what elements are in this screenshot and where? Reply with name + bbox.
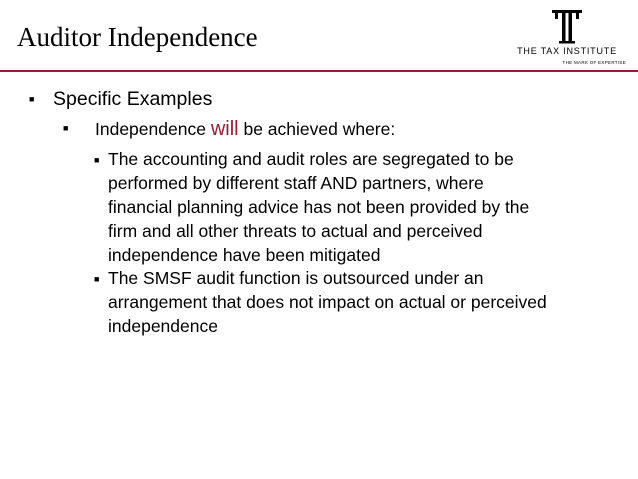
logo-mark-icon (552, 10, 582, 44)
square-bullet-icon: ■ (63, 123, 69, 133)
bullet-specific-examples: Specific Examples (53, 88, 213, 110)
bullet-text-after: be achieved where: (238, 119, 396, 139)
bullet-line: arrangement that does not impact on actual or perceived (108, 292, 547, 312)
bullet-text-before: Independence (95, 119, 211, 139)
square-bullet-icon: ■ (94, 155, 100, 165)
bullet-line: financial planning advice has not been provided by the (108, 197, 530, 217)
bullet-line: firm and all other threats to actual and perceived (108, 221, 483, 241)
bullet-segregated-roles (108, 147, 529, 267)
tax-institute-logo (508, 8, 626, 66)
bullet-line: The SMSF audit function is outsourced under an (108, 268, 484, 288)
bullet-line: independence have been mitigated (108, 245, 381, 265)
bullet-line: The accounting and audit roles are segregated to be (108, 149, 514, 169)
bullet-line: independence (108, 316, 218, 336)
square-bullet-icon: ■ (94, 274, 100, 284)
slide-title: Auditor Independence (17, 22, 258, 52)
logo-name: THE TAX INSTITUTE (517, 46, 617, 56)
bullet-independence (95, 117, 395, 141)
title-divider (0, 70, 638, 72)
logo-tagline: THE MARK OF EXPERTISE (562, 60, 626, 65)
bullet-line: performed by different staff AND partners, where (108, 173, 484, 193)
square-bullet-icon: ■ (29, 94, 35, 104)
emphasis-word: will (210, 118, 239, 140)
bullet-smsf-outsourced (108, 266, 547, 338)
